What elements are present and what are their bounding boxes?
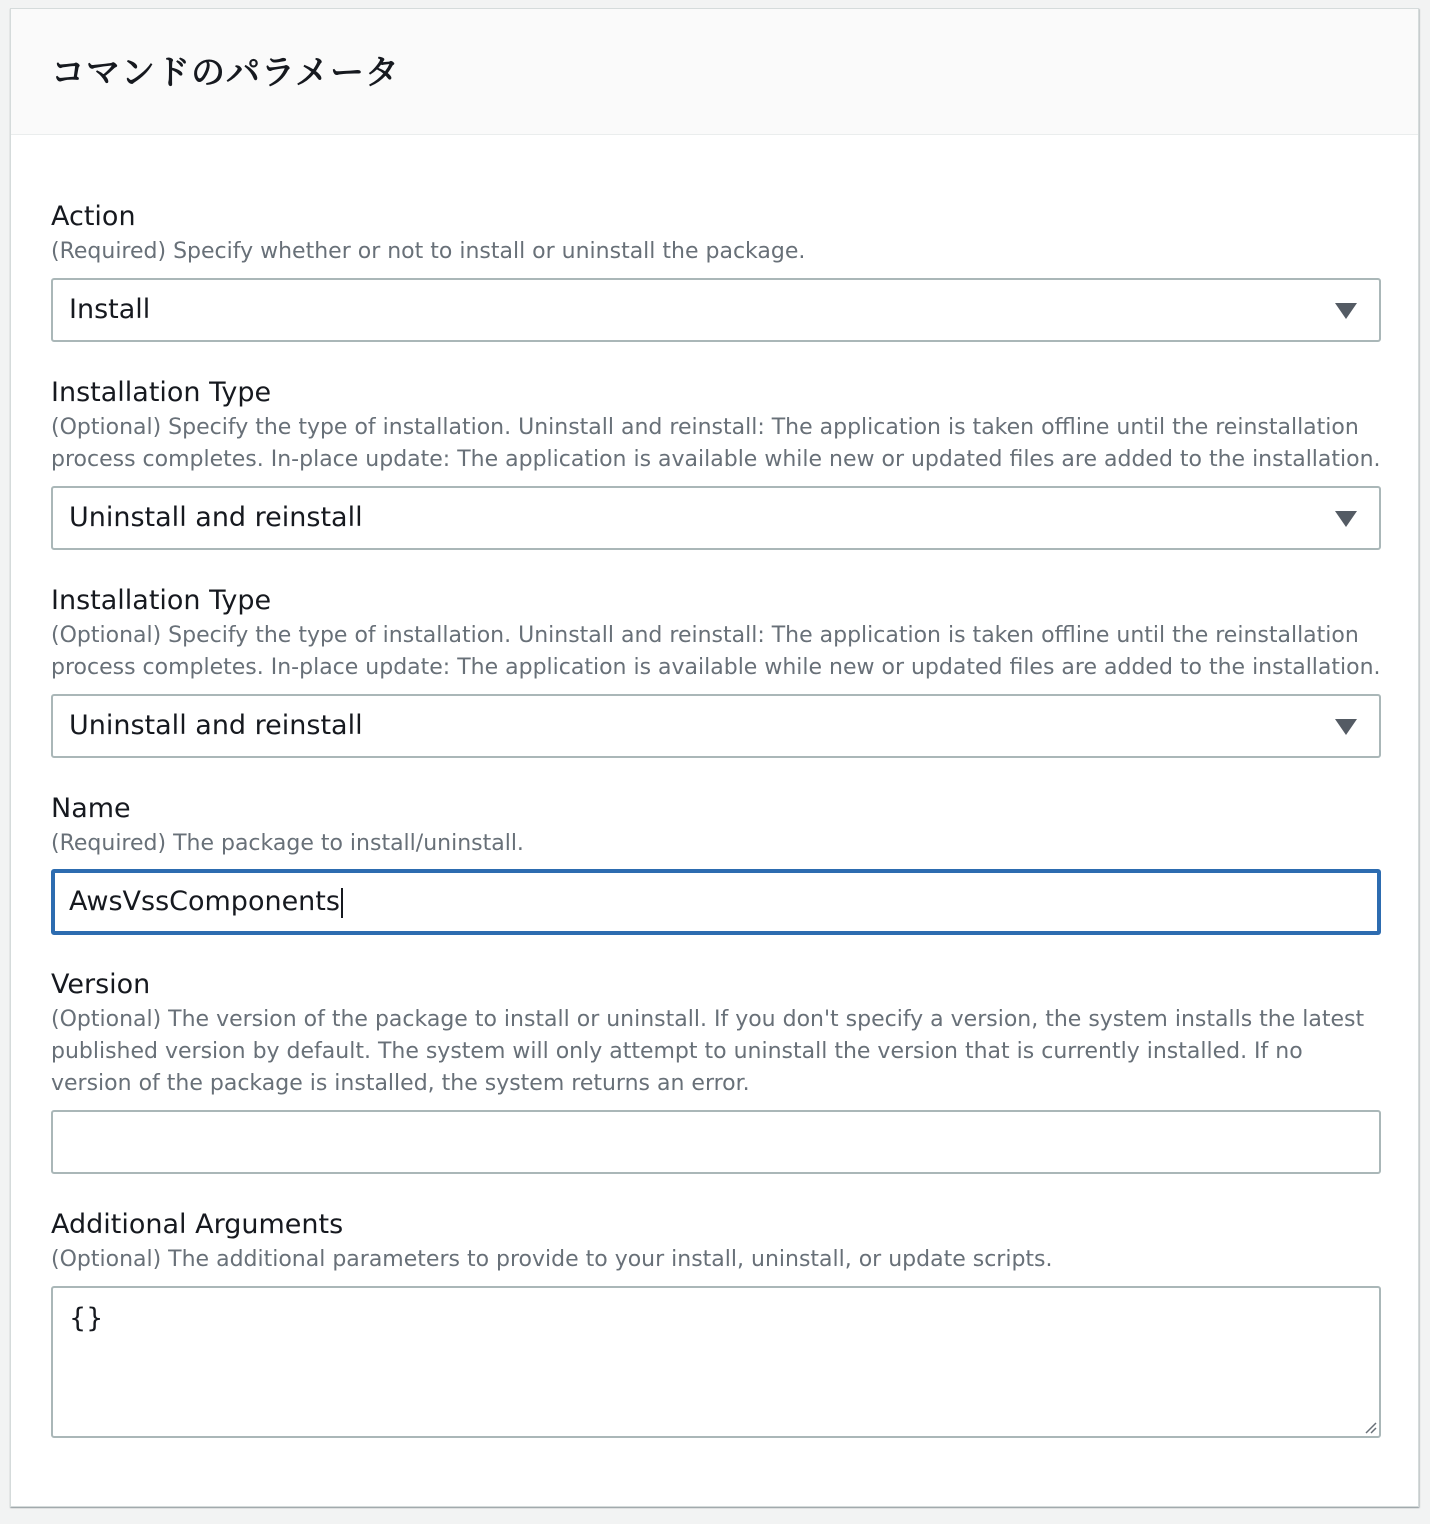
name-input-value-wrap [69,885,343,919]
name-label: Name [51,793,131,824]
installation-type-select[interactable] [51,486,1381,550]
version-description: (Optional) The version of the package to install or uninstall. If you don't specify a version, the system installs the latest published version by default. The system will only attempt to uninstall the version that is currently installed. If no version of the package is installed, the system returns an error. [51,1007,1365,1096]
resize-handle-icon[interactable] [1363,1420,1377,1434]
caret-down-icon [1335,303,1357,319]
version-field [51,967,1381,1174]
name-input[interactable] [51,869,1381,935]
version-input[interactable] [51,1110,1381,1174]
panel-header [11,9,1418,135]
installation-type-select-value-2: Uninstall and reinstall [69,710,363,741]
additional-arguments-label: Additional Arguments [51,1209,344,1240]
caret-down-icon [1335,719,1357,735]
action-select[interactable] [51,278,1381,342]
action-select-value: Install [69,294,151,325]
caret-down-icon [1335,511,1357,527]
additional-arguments-value: {} [69,1303,104,1334]
additional-arguments-field [51,1207,1381,1438]
installation-type-field [51,375,1381,550]
installation-type-label-2: Installation Type [51,585,272,616]
version-label: Version [51,969,151,1000]
text-cursor [341,888,343,918]
action-description: (Required) Specify whether or not to install or uninstall the package. [51,239,806,264]
action-field [51,199,1381,342]
panel-title: コマンドのパラメータ [51,53,400,93]
action-label: Action [51,201,136,232]
installation-type-field-2 [51,583,1381,758]
installation-type-label: Installation Type [51,377,272,408]
additional-arguments-textarea[interactable] [51,1286,1381,1438]
name-field [51,791,1381,935]
installation-type-select-2[interactable] [51,694,1381,758]
additional-arguments-description: (Optional) The additional parameters to provide to your install, uninstall, or update scripts. [51,1247,1053,1272]
command-parameters-panel [10,8,1419,1507]
name-description: (Required) The package to install/uninstall. [51,831,524,856]
name-input-value: AwsVssComponents [69,886,340,917]
installation-type-description: (Optional) Specify the type of installation. Uninstall and reinstall: The application is taken offline until the reinstallation process completes. In-place update: The application is available while new or updated files are added to the installation. [51,415,1381,472]
installation-type-select-value: Uninstall and reinstall [69,502,363,533]
installation-type-description-2: (Optional) Specify the type of installation. Uninstall and reinstall: The application is taken offline until the reinstallation process completes. In-place update: The application is available while new or updated files are added to the installation. [51,623,1381,680]
